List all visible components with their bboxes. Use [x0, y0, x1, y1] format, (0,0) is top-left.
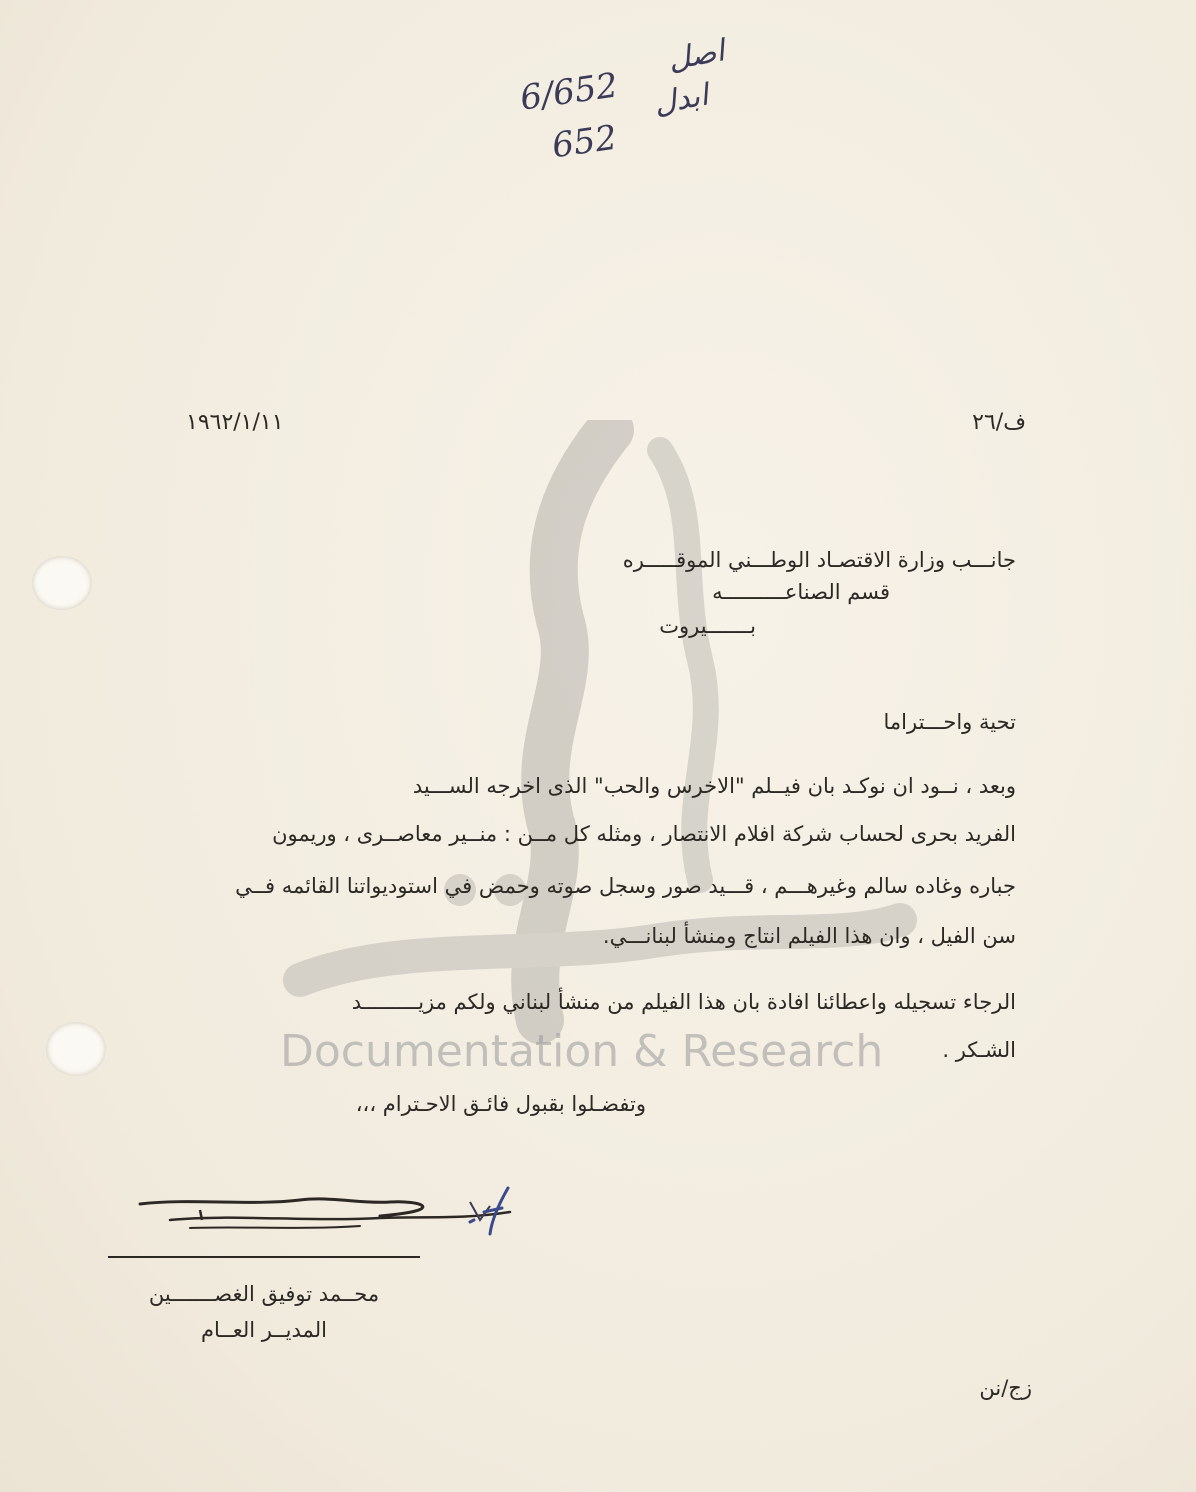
- watermark-text: Documentation & Research: [280, 1026, 884, 1077]
- body-p1-line4: سن الفيل ، وان هذا الفيلم انتاج ومنشأ لبنانـــي.: [602, 924, 1016, 948]
- body-p2-line1: الرجاء تسجيله واعطائنا افادة بان هذا الفيلم من منشأ لبناني ولكم مزيـــــــــد: [351, 990, 1016, 1014]
- initial-mark-icon: [462, 1178, 532, 1242]
- closing-line: وتفضـلوا بقبول فائـق الاحـترام ،،،: [355, 1092, 646, 1116]
- body-p1-line2: الفريد بحرى لحساب شركة افلام الانتصار ، ومثله كل مــن : منــير معاصــرى ، وريمون: [272, 822, 1016, 846]
- handwritten-ref-b: 652: [549, 117, 620, 167]
- recipient-line3: بـــــــيروت: [659, 614, 756, 638]
- handwritten-note-1: اصل: [665, 33, 728, 78]
- body-p1-line1: وبعد ، نــود ان نوكـد بان فيــلم "الاخرس والحب" الذى اخرجه الســـيد: [412, 774, 1016, 798]
- signatory-name: محــمد توفيق الغصـــــــين: [148, 1282, 380, 1306]
- body-p2-line2: الشـكر .: [942, 1038, 1016, 1062]
- body-p1-line3: جباره وغاده سالم وغيرهـــم ، قـــيد صور وسجل صوته وحمض في استوديواتنا القائمه فــي: [235, 874, 1016, 898]
- typist-initials: زج/نن: [979, 1376, 1032, 1400]
- recipient-line2: قسم الصناعــــــــــه: [712, 580, 890, 604]
- letter-date: ١٩٦٢/١/١١: [186, 410, 284, 435]
- signatory-title: المديــر العــام: [201, 1318, 327, 1342]
- signature-line: [108, 1256, 420, 1258]
- punch-hole-top: [32, 556, 92, 610]
- reference-number: ف/٢٦: [972, 410, 1026, 435]
- handwritten-note-2: ابدل: [651, 77, 711, 122]
- punch-hole-bottom: [46, 1022, 106, 1076]
- handwritten-ref-a: 6/652: [517, 65, 621, 119]
- recipient-line1: جانـــب وزارة الاقتصـاد الوطـــني الموقـــــره: [622, 548, 1016, 572]
- greeting: تحية واحـــتراما: [883, 710, 1016, 734]
